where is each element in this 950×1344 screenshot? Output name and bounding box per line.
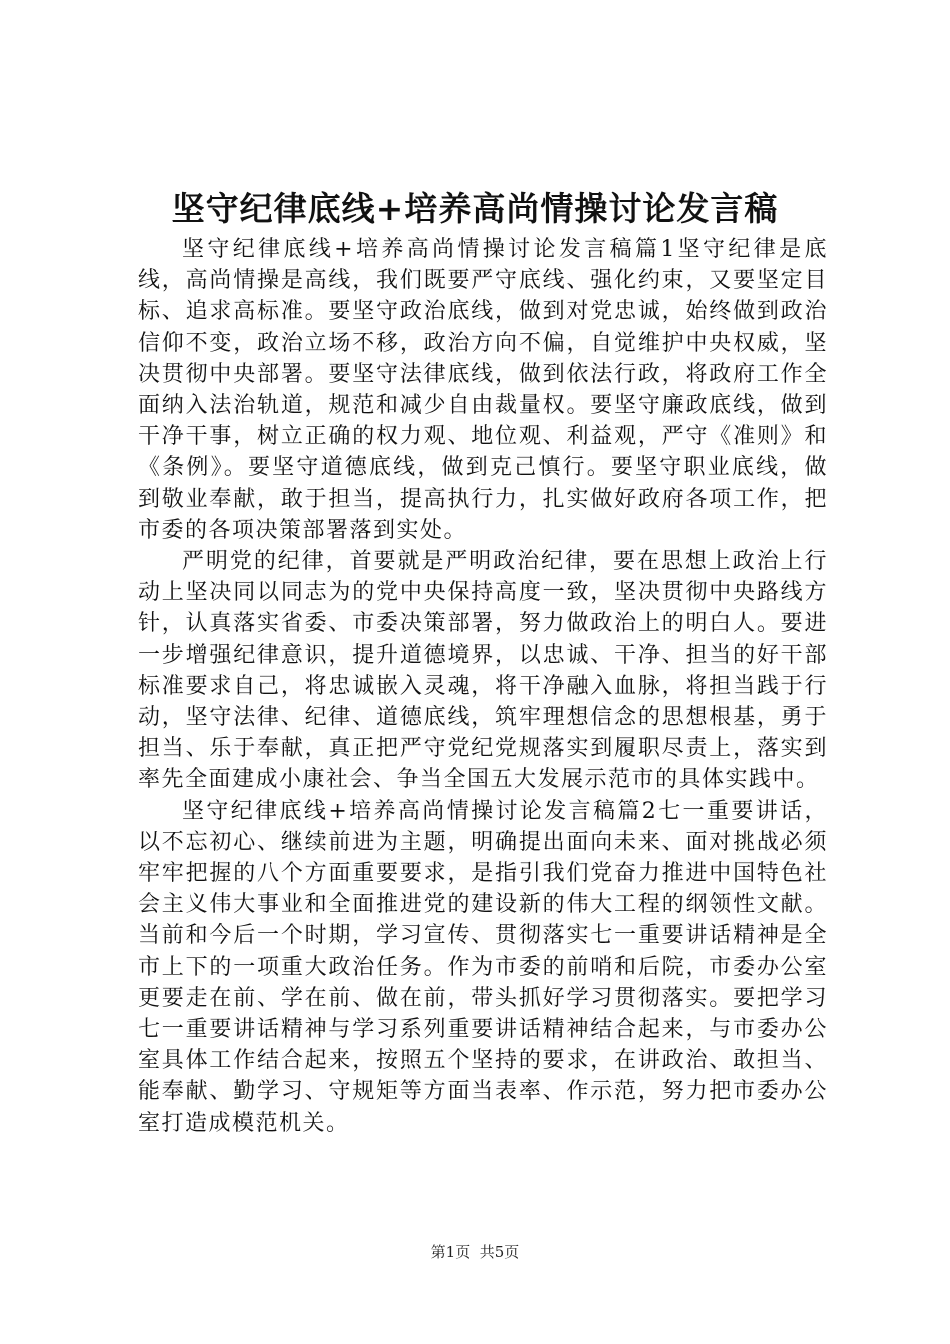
paragraph-3: 坚守纪律底线+培养高尚情操讨论发言稿篇2七一重要讲话，以不忘初心、继续前进为主题，明确提出面向未来、面对挑战必须牢牢把握的八个方面重要要求，是指引我们党奋力推进中国特色社会主义伟大事业和全面推进党的建设新的伟大工程的纲领性文献。当前和今后一个时期，学习宣传、贯彻落实七一重要讲话精神是全市上下的一项重大政治任务。作为市委的前哨和后院，市委办公室更要走在前、学在前、做在前，带头抓好学习贯彻落实。要把学习七一重要讲话精神与学习系列重要讲话精神结合起来，与市委办公室具体工作结合起来，按照五个坚持的要求，在讲政治、敢担当、能奉献、勤学习、守规矩等方面当表率、作示范，努力把市委办公室打造成模范机关。	[138, 798, 828, 1136]
document-body	[138, 234, 828, 1139]
page-footer	[0, 1242, 950, 1262]
paragraph-2: 严明党的纪律，首要就是严明政治纪律，要在思想上政治上行动上坚决同以同志为的党中央保持高度一致，坚决贯彻中央路线方针，认真落实省委、市委决策部署，努力做政治上的明白人。要进一步增强纪律意识，提升道德境界，以忠诚、干净、担当的好干部标准要求自己，将忠诚嵌入灵魂，将干净融入血脉，将担当践于行动，坚守法律、纪律、道德底线，筑牢理想信念的思想根基，勇于担当、乐于奉献，真正把严守党纪党规落实到履职尽责上，落实到率先全面建成小康社会、争当全国五大发展示范市的具体实践中。	[138, 549, 828, 793]
footer-spacer	[470, 1243, 480, 1261]
page-number: 第1页	[430, 1243, 471, 1261]
paragraph-1: 坚守纪律底线+培养高尚情操讨论发言稿篇1坚守纪律是底线，高尚情操是高线，我们既要严守底线、强化约束，又要坚定目标、追求高标准。要坚守政治底线，做到对党忠诚，始终做到政治信仰不变，政治立场不移，政治方向不偏，自觉维护中央权威，坚决贯彻中央部署。要坚守法律底线，做到依法行政，将政府工作全面纳入法治轨道，规范和减少自由裁量权。要坚守廉政底线，做到干净干事，树立正确的权力观、地位观、利益观，严守《准则》和《条例》。要坚守道德底线，做到克己慎行。要坚守职业底线，做到敬业奉献，敢于担当，提高执行力，扎实做好政府各项工作，把市委的各项决策部署落到实处。	[138, 237, 828, 543]
total-pages: 共5页	[479, 1243, 520, 1261]
document-title: 坚守纪律底线+培养高尚情操讨论发言稿	[171, 189, 779, 228]
